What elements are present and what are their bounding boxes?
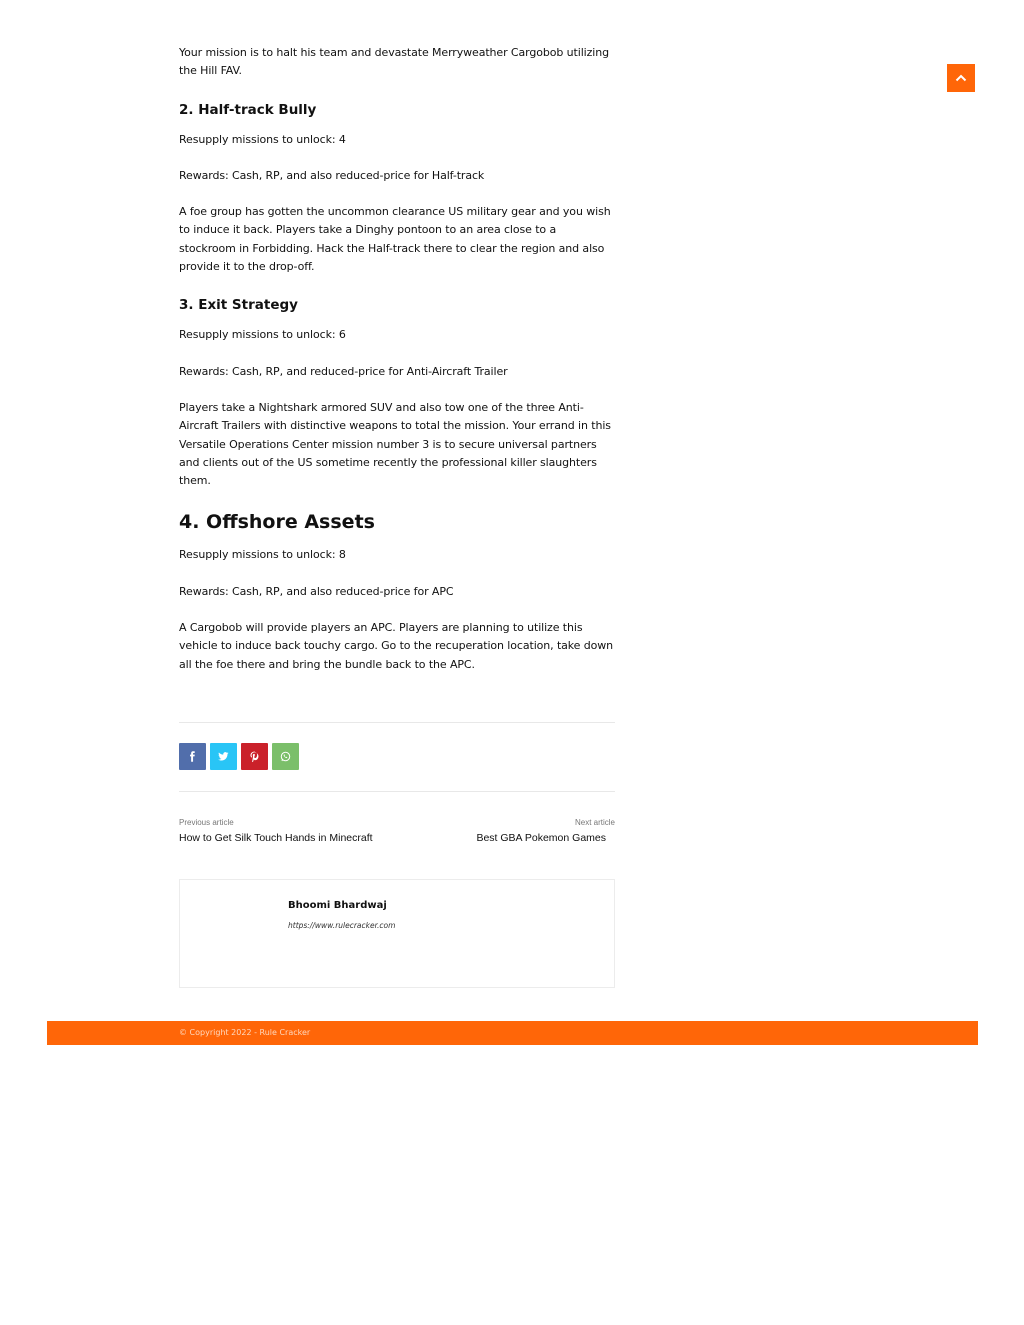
facebook-icon <box>187 751 198 762</box>
author-url[interactable]: https://www.rulecracker.com <box>288 921 396 930</box>
author-box <box>179 879 615 988</box>
divider <box>179 791 615 792</box>
section-unlock: Resupply missions to unlock: 8 <box>179 548 346 562</box>
section-body: A Cargobob will provide players an APC. Players are planning to utilize this vehicle to induce back touchy cargo. Go to the recuperation location, take down all the foe there and bring the bundle back to the APC. <box>179 621 614 671</box>
prev-article-label: Previous article <box>179 818 234 827</box>
chevron-up-icon <box>955 74 967 82</box>
section-body: Players take a Nightshark armored SUV and also tow one of the three Anti-Aircraft Trailers with distinctive weapons to total the mission. Your errand in this Versatile Operations Center mission number 3 is to secure universal partners and clients out of the US sometime recently the professional killer slaughters them. <box>179 400 611 488</box>
back-to-top-button[interactable] <box>947 64 975 92</box>
share-facebook-button[interactable] <box>179 743 206 770</box>
share-pinterest-button[interactable] <box>241 743 268 770</box>
twitter-icon <box>218 751 229 762</box>
share-bar <box>179 743 299 770</box>
article-content <box>179 44 615 692</box>
next-article-link[interactable]: Best GBA Pokemon Games <box>476 832 606 844</box>
share-whatsapp-button[interactable] <box>272 743 299 770</box>
next-article-label: Next article <box>574 818 615 827</box>
section-heading-half-track: 2. Half-track Bully <box>179 101 317 118</box>
share-twitter-button[interactable] <box>210 743 237 770</box>
section-heading-exit-strategy: 3. Exit Strategy <box>179 297 298 314</box>
pinterest-icon <box>249 751 260 762</box>
section-rewards: Rewards: Cash, RP, and reduced-price for Anti-Aircraft Trailer <box>179 364 508 378</box>
section-heading-offshore-assets: 4. Offshore Assets <box>179 511 375 534</box>
author-name[interactable]: Bhoomi Bhardwaj <box>288 900 387 911</box>
divider <box>179 722 615 723</box>
footer-copyright: © Copyright 2022 - Rule Cracker <box>179 1028 311 1037</box>
article-intro: Your mission is to halt his team and devastate Merryweather Cargobob utilizing the Hill FAV. <box>179 46 609 78</box>
footer <box>47 1021 978 1045</box>
section-unlock: Resupply missions to unlock: 4 <box>179 132 346 146</box>
section-unlock: Resupply missions to unlock: 6 <box>179 328 346 342</box>
whatsapp-icon <box>280 751 291 762</box>
section-rewards: Rewards: Cash, RP, and also reduced-price for APC <box>179 584 454 598</box>
prev-article-link[interactable]: How to Get Silk Touch Hands in Minecraft <box>179 832 373 844</box>
section-rewards: Rewards: Cash, RP, and also reduced-price for Half-track <box>179 168 485 182</box>
section-body: A foe group has gotten the uncommon clearance US military gear and you wish to induce it back. Players take a Dinghy pontoon to an area close to a stockroom in Forbidding. Hack the Half-track there to clear the region and also provide it to the drop-off. <box>179 205 611 274</box>
